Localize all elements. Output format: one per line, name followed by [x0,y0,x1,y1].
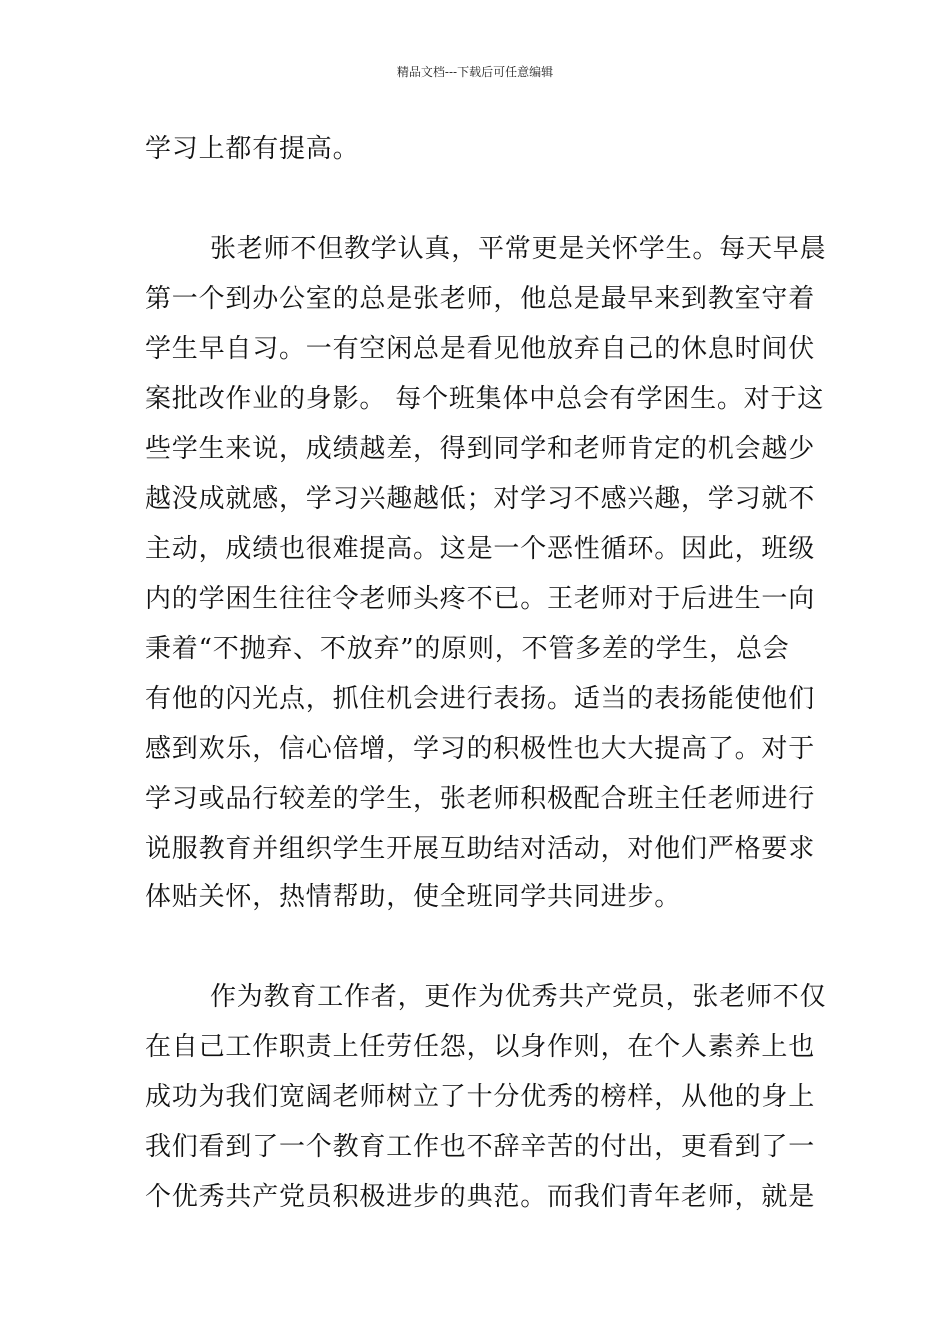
paragraph-line: 案批改作业的身影。 每个班集体中总会有学困生。对于这 [145,384,825,414]
paragraph-line: 成功为我们宽阔老师树立了十分优秀的榜样，从他的身上 [145,1082,816,1112]
paragraph-line: 学习或品行较差的学生，张老师积极配合班主任老师进行 [145,784,816,814]
paragraph-line: 说服教育并组织学生开展互助结对活动，对他们严格要求 [145,834,816,864]
paragraph-line: 个优秀共产党员积极进步的典范。而我们青年老师，就是 [145,1182,816,1212]
paragraph-line: 学习上都有提高。 [145,134,360,164]
paragraph-line: 有他的闪光点，抓住机会进行表扬。适当的表扬能使他们 [145,684,816,714]
paragraph-line: 些学生来说，成绩越差，得到同学和老师肯定的机会越少 [145,434,816,464]
paragraph-line: 内的学困生往往令老师头疼不已。王老师对于后进生一向 [145,584,816,614]
paragraph-line: 感到欢乐，信心倍增，学习的积极性也大大提高了。对于 [145,734,816,764]
paragraph-line: 主动，成绩也很难提高。这是一个恶性循环。因此，班级 [145,534,816,564]
paragraph-line: 作为教育工作者，更作为优秀共产党员，张老师不仅 [210,982,827,1012]
paragraph-line: 秉着“不抛弃、不放弃”的原则，不管多差的学生，总会 [145,634,790,664]
paragraph-line: 越没成就感，学习兴趣越低；对学习不感兴趣，学习就不 [145,484,816,514]
paragraph-line: 在自己工作职责上任劳任怨，以身作则，在个人素养上也 [145,1032,816,1062]
page-header: 精品文档---下载后可任意编辑 [396,65,554,79]
paragraph-line: 体贴关怀，热情帮助，使全班同学共同进步。 [145,882,682,912]
paragraph-line: 学生早自习。一有空闲总是看见他放弃自己的休息时间伏 [145,334,816,364]
paragraph-line: 张老师不但教学认真，平常更是关怀学生。每天早晨 [210,234,827,264]
paragraph-line: 我们看到了一个教育工作也不辞辛苦的付出，更看到了一 [145,1132,816,1162]
paragraph-line: 第一个到办公室的总是张老师，他总是最早来到教室守着 [145,284,816,314]
